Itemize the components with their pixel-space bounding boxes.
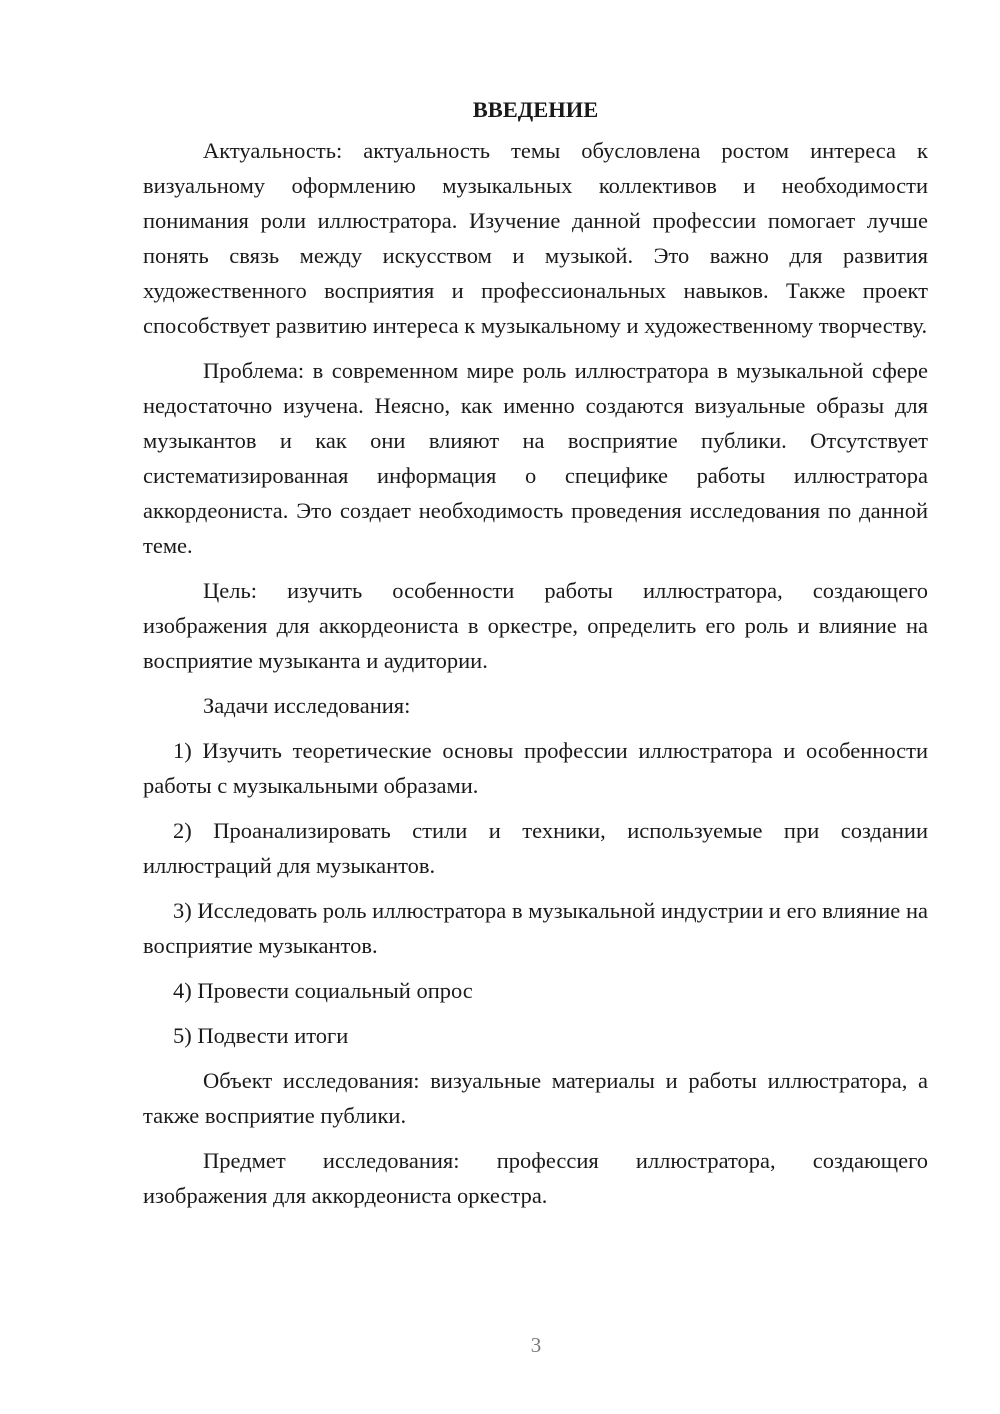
task-item-1: 1) Изучить теоретические основы профессии иллюстратора и особенности работы с музыкальными образами. [143,738,928,798]
task-item-2: 2) Проанализировать стили и техники, используемые при создании иллюстраций для музыкантов. [143,818,928,878]
document-page [143,92,928,1223]
task-item-3: 3) Исследовать роль иллюстратора в музыкальной индустрии и его влияние на восприятие музыкантов. [143,898,928,958]
task-item-4: 4) Провести социальный опрос [173,978,473,1003]
paragraph-relevance: Актуальность: актуальность темы обусловлена ростом интереса к визуальному оформлению музыкальных коллективов и необходимости понимания роли иллюстратора. Изучение данной профессии помогает лучше понять связь между искусством и музыкой. Это важно для развития художественного восприятия и профессиональных навыков. Также проект способствует развитию интереса к музыкальному и художественному творчеству. [143,138,928,338]
task-item-5: 5) Подвести итоги [173,1023,349,1048]
page-number: 3 [530,1333,542,1357]
paragraph-problem: Проблема: в современном мире роль иллюстратора в музыкальной сфере недостаточно изучена. Неясно, как именно создаются визуальные образы для музыкантов и как они влияют на восприятие публики. Отсутствует систематизированная информация о специфике работы иллюстратора аккордеониста. Это создает необходимость проведения исследования по данной теме. [143,358,928,558]
tasks-heading: Задачи исследования: [203,693,411,718]
paragraph-object: Объект исследования: визуальные материалы и работы иллюстратора, а также восприятие публики. [143,1068,928,1128]
paragraph-subject: Предмет исследования: профессия иллюстратора, создающего изображения для аккордеониста оркестра. [143,1148,928,1208]
paragraph-goal: Цель: изучить особенности работы иллюстратора, создающего изображения для аккордеониста в оркестре, определить его роль и влияние на восприятие музыканта и аудитории. [143,578,928,673]
section-heading: ВВЕДЕНИЕ [472,97,599,122]
